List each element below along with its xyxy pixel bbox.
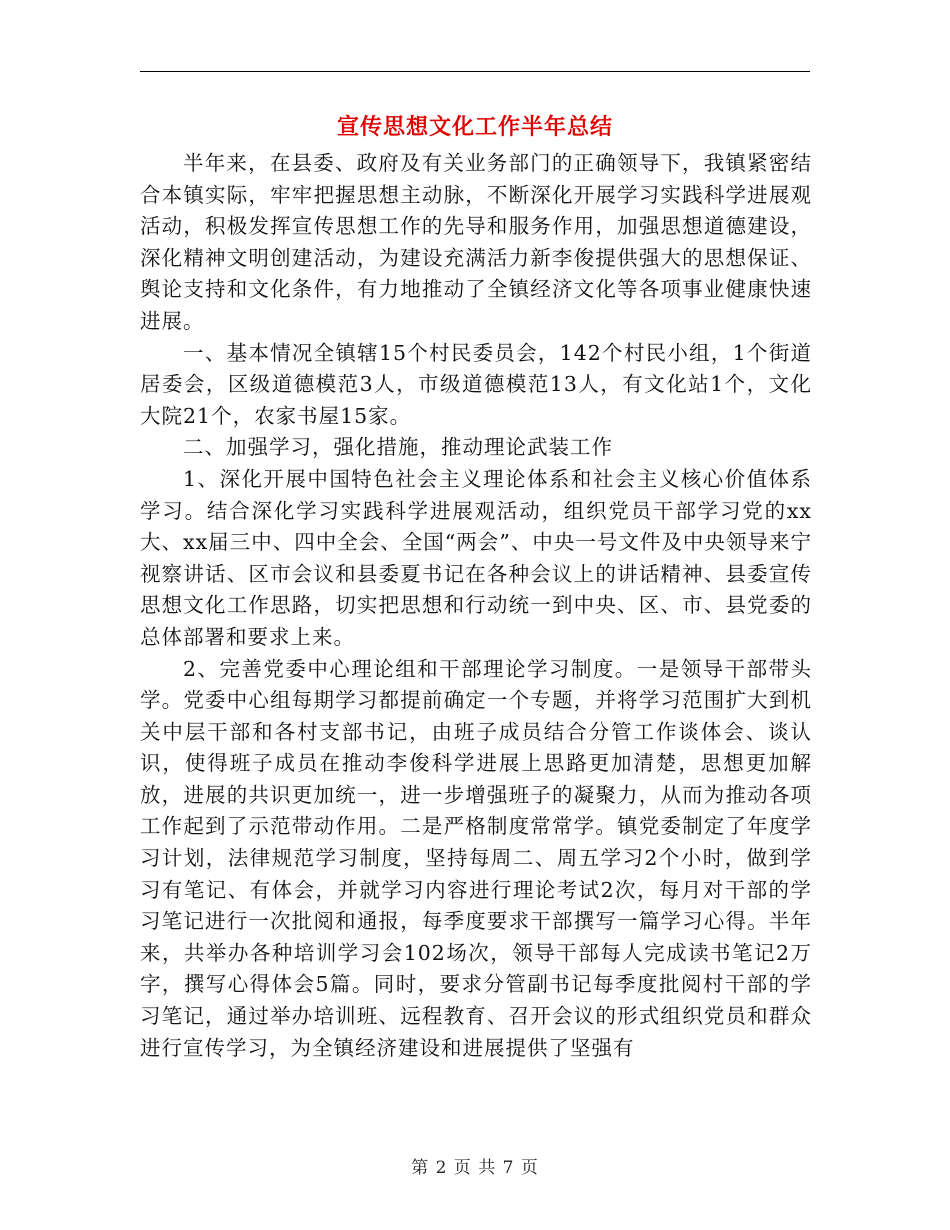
document-body [140, 148, 812, 1064]
page-number-footer: 第 2 页 共 7 页 [411, 1158, 539, 1178]
paragraph-intro: 半年来，在县委、政府及有关业务部门的正确领导下，我镇紧密结合本镇实际，牢牢把握思想主动脉，不断深化开展学习实践科学进展观活动，积极发挥宣传思想工作的先导和服务作用，加强思想道德建设，深化精神文明创建活动，为建设充满活力新李俊提供强大的思想保证、舆论支持和文化条件，有力地推动了全镇经济文化等各项事业健康快速进展。 [140, 151, 812, 333]
paragraph-basic-info: 一、基本情况全镇辖15个村民委员会，142个村民小组，1个街道居委会，区级道德模范3人，市级道德模范13人，有文化站1个，文化大院21个，农家书屋15家。 [140, 340, 812, 428]
paragraph-item-2: 2、完善党委中心理论组和干部理论学习制度。一是领导干部带头学。党委中心组每期学习都提前确定一个专题，并将学习范围扩大到机关中层干部和各村支部书记，由班子成员结合分管工作谈体会、谈认识，使得班子成员在推动李俊科学进展上思路更加清楚，思想更加解放，进展的共识更加统一，进一步增强班子的凝聚力，从而为推动各项工作起到了示范带动作用。二是严格制度常常学。镇党委制定了年度学习计划，法律规范学习制度，坚持每周二、周五学习2个小时，做到学习有笔记、有体会，并就学习内容进行理论考试2次，每月对干部的学习笔记进行一次批阅和通报，每季度要求干部撰写一篇学习心得。半年来，共举办各种培训学习会102场次，领导干部每人完成读书笔记2万字，撰写心得体会5篇。同时，要求分管副书记每季度批阅村干部的学习笔记，通过举办培训班、远程教育、召开会议的形式组织党员和群众进行宣传学习，为全镇经济建设和进展提供了坚强有 [140, 656, 812, 1060]
paragraph-item-1: 1、深化开展中国特色社会主义理论体系和社会主义核心价值体系学习。结合深化学习实践科学进展观活动，组织党员干部学习党的xx大、xx届三中、四中全会、全国“两会”、中央一号文件及中央领导来宁视察讲话、区市会议和县委夏书记在各种会议上的讲话精神、县委宣传思想文化工作思路，切实把思想和行动统一到中央、区、市、县党委的总体部署和要求上来。 [140, 466, 812, 649]
section-heading-study: 二、加强学习，强化措施，推动理论武装工作 [183, 435, 614, 460]
header-rule [140, 71, 810, 72]
document-title: 宣传思想文化工作半年总结 [336, 114, 613, 140]
